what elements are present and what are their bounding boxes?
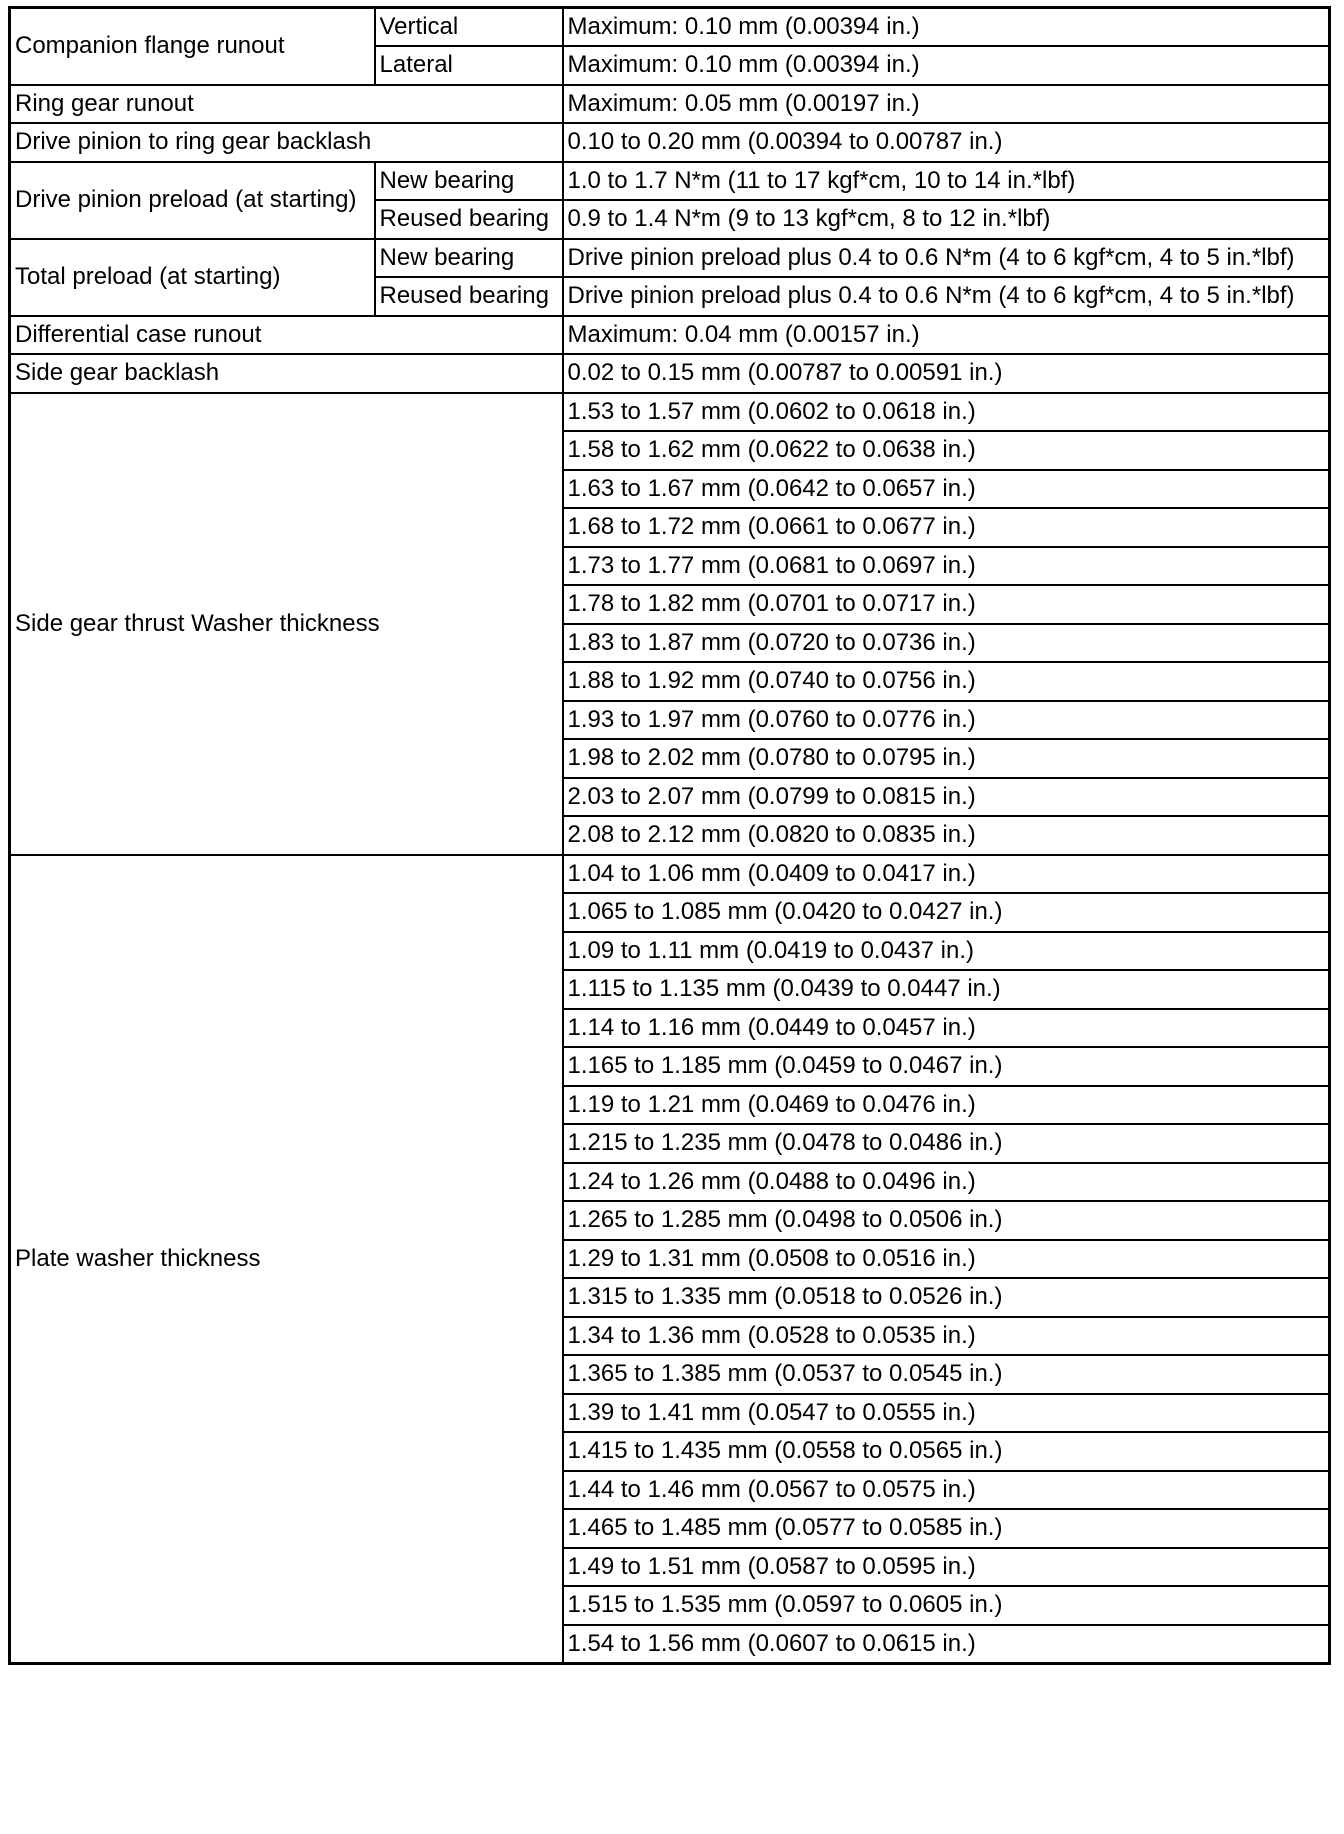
condition-label: Reused bearing <box>375 277 563 316</box>
spec-value: Drive pinion preload plus 0.4 to 0.6 N*m (4 to 6 kgf*cm, 4 to 5 in.*lbf) <box>563 239 1330 278</box>
spec-value: 1.88 to 1.92 mm (0.0740 to 0.0756 in.) <box>563 662 1330 701</box>
spec-value: 1.165 to 1.185 mm (0.0459 to 0.0467 in.) <box>563 1047 1330 1086</box>
spec-value: 2.03 to 2.07 mm (0.0799 to 0.0815 in.) <box>563 778 1330 817</box>
spec-value: 1.09 to 1.11 mm (0.0419 to 0.0437 in.) <box>563 932 1330 971</box>
condition-label: Vertical <box>375 8 563 47</box>
item-label: Drive pinion preload (at starting) <box>10 162 375 239</box>
spec-value: 1.115 to 1.135 mm (0.0439 to 0.0447 in.) <box>563 970 1330 1009</box>
spec-value: 1.365 to 1.385 mm (0.0537 to 0.0545 in.) <box>563 1355 1330 1394</box>
item-label: Companion flange runout <box>10 8 375 85</box>
spec-value: 1.24 to 1.26 mm (0.0488 to 0.0496 in.) <box>563 1163 1330 1202</box>
spec-value: 1.315 to 1.335 mm (0.0518 to 0.0526 in.) <box>563 1278 1330 1317</box>
condition-label: New bearing <box>375 162 563 201</box>
table-row <box>10 123 1330 162</box>
spec-value: 1.83 to 1.87 mm (0.0720 to 0.0736 in.) <box>563 624 1330 663</box>
specification-table-body <box>10 8 1330 1664</box>
spec-value: Maximum: 0.10 mm (0.00394 in.) <box>563 46 1330 85</box>
spec-value: Maximum: 0.10 mm (0.00394 in.) <box>563 8 1330 47</box>
spec-value: 1.54 to 1.56 mm (0.0607 to 0.0615 in.) <box>563 1625 1330 1664</box>
spec-value: 1.19 to 1.21 mm (0.0469 to 0.0476 in.) <box>563 1086 1330 1125</box>
spec-value: 1.065 to 1.085 mm (0.0420 to 0.0427 in.) <box>563 893 1330 932</box>
spec-value: Maximum: 0.04 mm (0.00157 in.) <box>563 316 1330 355</box>
item-label: Side gear backlash <box>10 354 563 393</box>
table-row <box>10 85 1330 124</box>
spec-value: 1.515 to 1.535 mm (0.0597 to 0.0605 in.) <box>563 1586 1330 1625</box>
spec-value: 1.44 to 1.46 mm (0.0567 to 0.0575 in.) <box>563 1471 1330 1510</box>
spec-value: 1.49 to 1.51 mm (0.0587 to 0.0595 in.) <box>563 1548 1330 1587</box>
item-label: Ring gear runout <box>10 85 563 124</box>
spec-value: Maximum: 0.05 mm (0.00197 in.) <box>563 85 1330 124</box>
item-label: Differential case runout <box>10 316 563 355</box>
spec-value: 1.53 to 1.57 mm (0.0602 to 0.0618 in.) <box>563 393 1330 432</box>
table-row <box>10 855 1330 894</box>
spec-value: 1.465 to 1.485 mm (0.0577 to 0.0585 in.) <box>563 1509 1330 1548</box>
spec-value: 1.415 to 1.435 mm (0.0558 to 0.0565 in.) <box>563 1432 1330 1471</box>
condition-label: New bearing <box>375 239 563 278</box>
spec-value: 0.02 to 0.15 mm (0.00787 to 0.00591 in.) <box>563 354 1330 393</box>
item-label: Drive pinion to ring gear backlash <box>10 123 563 162</box>
item-label: Side gear thrust Washer thickness <box>10 393 563 855</box>
spec-value: 1.29 to 1.31 mm (0.0508 to 0.0516 in.) <box>563 1240 1330 1279</box>
spec-value: 1.58 to 1.62 mm (0.0622 to 0.0638 in.) <box>563 431 1330 470</box>
table-row <box>10 316 1330 355</box>
spec-value: 1.73 to 1.77 mm (0.0681 to 0.0697 in.) <box>563 547 1330 586</box>
spec-value: 1.265 to 1.285 mm (0.0498 to 0.0506 in.) <box>563 1201 1330 1240</box>
spec-value: 1.215 to 1.235 mm (0.0478 to 0.0486 in.) <box>563 1124 1330 1163</box>
spec-value: Drive pinion preload plus 0.4 to 0.6 N*m (4 to 6 kgf*cm, 4 to 5 in.*lbf) <box>563 277 1330 316</box>
spec-value: 1.78 to 1.82 mm (0.0701 to 0.0717 in.) <box>563 585 1330 624</box>
spec-value: 1.98 to 2.02 mm (0.0780 to 0.0795 in.) <box>563 739 1330 778</box>
condition-label: Lateral <box>375 46 563 85</box>
item-label: Total preload (at starting) <box>10 239 375 316</box>
spec-value: 1.34 to 1.36 mm (0.0528 to 0.0535 in.) <box>563 1317 1330 1356</box>
spec-value: 1.04 to 1.06 mm (0.0409 to 0.0417 in.) <box>563 855 1330 894</box>
table-row <box>10 239 1330 278</box>
spec-value: 1.39 to 1.41 mm (0.0547 to 0.0555 in.) <box>563 1394 1330 1433</box>
table-row <box>10 162 1330 201</box>
spec-value: 1.93 to 1.97 mm (0.0760 to 0.0776 in.) <box>563 701 1330 740</box>
spec-value: 1.68 to 1.72 mm (0.0661 to 0.0677 in.) <box>563 508 1330 547</box>
table-row <box>10 8 1330 47</box>
spec-value: 0.9 to 1.4 N*m (9 to 13 kgf*cm, 8 to 12 in.*lbf) <box>563 200 1330 239</box>
condition-label: Reused bearing <box>375 200 563 239</box>
spec-value: 0.10 to 0.20 mm (0.00394 to 0.00787 in.) <box>563 123 1330 162</box>
spec-value: 1.14 to 1.16 mm (0.0449 to 0.0457 in.) <box>563 1009 1330 1048</box>
spec-value: 1.63 to 1.67 mm (0.0642 to 0.0657 in.) <box>563 470 1330 509</box>
table-row <box>10 354 1330 393</box>
specification-table <box>8 6 1331 1665</box>
table-row <box>10 393 1330 432</box>
spec-value: 2.08 to 2.12 mm (0.0820 to 0.0835 in.) <box>563 816 1330 855</box>
spec-value: 1.0 to 1.7 N*m (11 to 17 kgf*cm, 10 to 14 in.*lbf) <box>563 162 1330 201</box>
item-label: Plate washer thickness <box>10 855 563 1664</box>
